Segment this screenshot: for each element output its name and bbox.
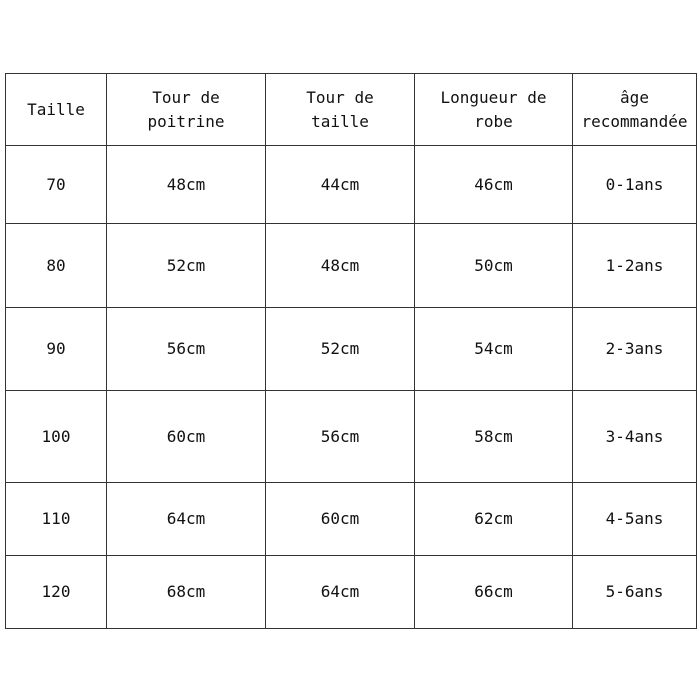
cell-tour-de-poitrine: 68cm — [107, 556, 266, 629]
cell-tour-de-poitrine: 52cm — [107, 224, 266, 308]
size-chart-table — [5, 73, 697, 629]
cell-age-recommandee: 0-1ans — [573, 146, 697, 224]
cell-tour-de-taille: 44cm — [266, 146, 415, 224]
cell-longueur-de-robe: 66cm — [415, 556, 573, 629]
cell-longueur-de-robe: 46cm — [415, 146, 573, 224]
header-line: Taille — [27, 99, 85, 119]
cell-tour-de-taille: 48cm — [266, 224, 415, 308]
cell-longueur-de-robe: 54cm — [415, 308, 573, 391]
cell-tour-de-taille: 60cm — [266, 483, 415, 556]
table-header-row — [6, 74, 697, 146]
table-row — [6, 224, 697, 308]
cell-tour-de-poitrine: 48cm — [107, 146, 266, 224]
header-line: Tour de — [152, 87, 220, 107]
table-row — [6, 556, 697, 629]
header-line: poitrine — [147, 111, 225, 131]
header-taille — [6, 74, 107, 146]
table-row — [6, 146, 697, 224]
cell-taille: 70 — [6, 146, 107, 224]
header-age-recommandee — [573, 74, 697, 146]
header-line: taille — [311, 111, 369, 131]
cell-age-recommandee: 1-2ans — [573, 224, 697, 308]
header-line: Tour de — [306, 87, 374, 107]
cell-tour-de-taille: 52cm — [266, 308, 415, 391]
table-row — [6, 308, 697, 391]
cell-taille: 80 — [6, 224, 107, 308]
cell-age-recommandee: 3-4ans — [573, 391, 697, 483]
header-line: robe — [474, 111, 513, 131]
cell-age-recommandee: 5-6ans — [573, 556, 697, 629]
cell-tour-de-poitrine: 56cm — [107, 308, 266, 391]
cell-longueur-de-robe: 50cm — [415, 224, 573, 308]
header-line: âge — [620, 87, 649, 107]
cell-longueur-de-robe: 58cm — [415, 391, 573, 483]
cell-age-recommandee: 2-3ans — [573, 308, 697, 391]
cell-age-recommandee: 4-5ans — [573, 483, 697, 556]
table-row — [6, 483, 697, 556]
table-row — [6, 391, 697, 483]
cell-taille: 100 — [6, 391, 107, 483]
header-tour-de-poitrine — [107, 74, 266, 146]
cell-tour-de-poitrine: 60cm — [107, 391, 266, 483]
cell-taille: 90 — [6, 308, 107, 391]
cell-taille: 110 — [6, 483, 107, 556]
cell-tour-de-poitrine: 64cm — [107, 483, 266, 556]
header-line: recommandée — [581, 111, 688, 131]
header-tour-de-taille — [266, 74, 415, 146]
header-longueur-de-robe — [415, 74, 573, 146]
cell-taille: 120 — [6, 556, 107, 629]
header-line: Longueur de — [440, 87, 547, 107]
cell-tour-de-taille: 56cm — [266, 391, 415, 483]
cell-tour-de-taille: 64cm — [266, 556, 415, 629]
cell-longueur-de-robe: 62cm — [415, 483, 573, 556]
